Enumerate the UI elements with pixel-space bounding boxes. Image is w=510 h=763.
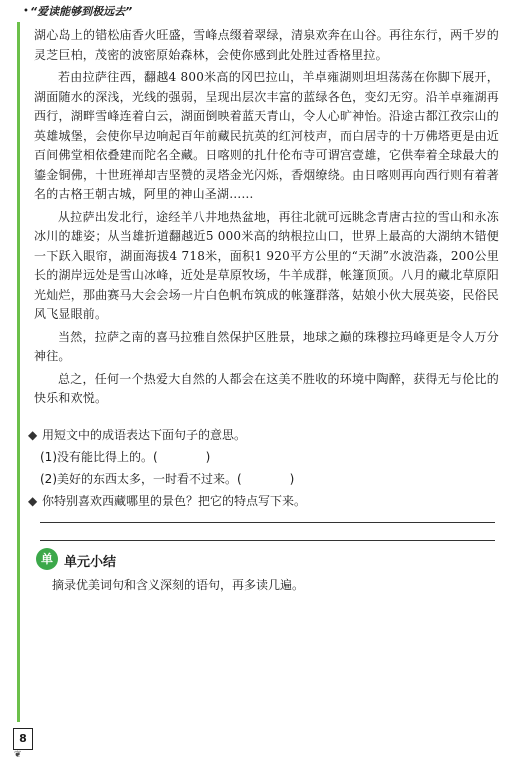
paragraph-4: 当然，拉萨之南的喜马拉雅自然保护区胜景，地球之巅的珠穆拉玛峰更是令人万分神往。 xyxy=(34,329,499,363)
question-1 xyxy=(28,426,498,443)
paragraph-2: 若由拉萨往西，翻越4 800米高的冈巴拉山，羊卓雍湖则坦坦荡荡在你脚下展开，湖面随水的深浅，光线的强弱，呈现出层次丰富的蓝绿各色，变幻无穷。沿羊卓雍湖再西行，湖畔雪峰连着白云，湖面倒映着蓝天青山，令人心旷神怡。沿途古都江孜宗山的英雄城堡，会使你早边响起百年前藏民抗英的红河枝声，而白居寺的十万佛塔更是由近百间佛堂相依叠建而陀名全藏。日喀则的扎什伦布寺可谓宫壹雄，它供奉着全球最大的鎏金铜佛，十世班禅却吉坚赞的灵塔金光闪烁，香烟缭绕。由日喀则再向西行则有着著名的古格王朝古城，阿里的神山圣湖…… xyxy=(34,70,499,201)
header-bullet: • xyxy=(23,6,29,17)
paragraph-5: 总之，任何一个热爱大自然的人都会在这美不胜收的环境中陶醉，获得无与伦比的快乐和欢悦。 xyxy=(34,371,499,405)
question-1-text: 用短文中的成语表达下面句子的意思。 xyxy=(42,428,247,442)
diamond-icon: ◆ xyxy=(28,494,38,508)
margin-rule xyxy=(17,22,20,722)
question-2 xyxy=(28,492,498,509)
footer-decoration-icon: ❦ xyxy=(14,750,22,760)
answer-line-1[interactable] xyxy=(40,522,495,523)
question-1-item-2: (2)美好的东西太多，一时看不过来。( ) xyxy=(40,472,295,486)
paragraph-1: 湖心岛上的错松庙香火旺盛，雪峰点缀着翠绿，清泉欢奔在山谷。再往东行，两千岁的灵芝巨柏，茂密的波密原始森林，会使你感到此处胜过香格里拉。 xyxy=(34,28,499,62)
running-header: “爱读能够到极远去” xyxy=(30,5,133,18)
diamond-icon: ◆ xyxy=(28,428,38,442)
paragraph-3: 从拉萨出发北行，途经羊八井地热盆地，再往北就可远眺念青唐古拉的雪山和永冻冰川的雄姿；从当雄折道翻越近5 000米高的纳根拉山口，世界上最高的大湖纳木错便一下跃入眼帘，湖面海拔4 718米，面积1 920平方公里的“天湖”水波浩淼，200公里长的湖岸远处是雪山冰峰，近处是草原牧场，牛羊成群，帐篷顶顶。八月的藏北草原阳光灿烂，那曲赛马大会会场一片白色帆布筑成的帐篷群落，姑娘小伙大展英姿，民俗民风飞显眼前。 xyxy=(34,209,499,321)
unit-summary-text: 摘录优美词句和含义深刻的语句，再多读几遍。 xyxy=(52,578,305,592)
question-1-item-1: (1)没有能比得上的。( ) xyxy=(40,450,211,464)
question-2-text: 你特别喜欢西藏哪里的景色？把它的特点写下来。 xyxy=(42,494,307,508)
unit-summary-title: 单元小结 xyxy=(64,555,117,570)
page-number: 8 xyxy=(13,728,33,750)
passage xyxy=(34,26,499,412)
answer-line-2[interactable] xyxy=(40,540,495,541)
unit-summary-badge-icon: 单 xyxy=(36,548,58,570)
